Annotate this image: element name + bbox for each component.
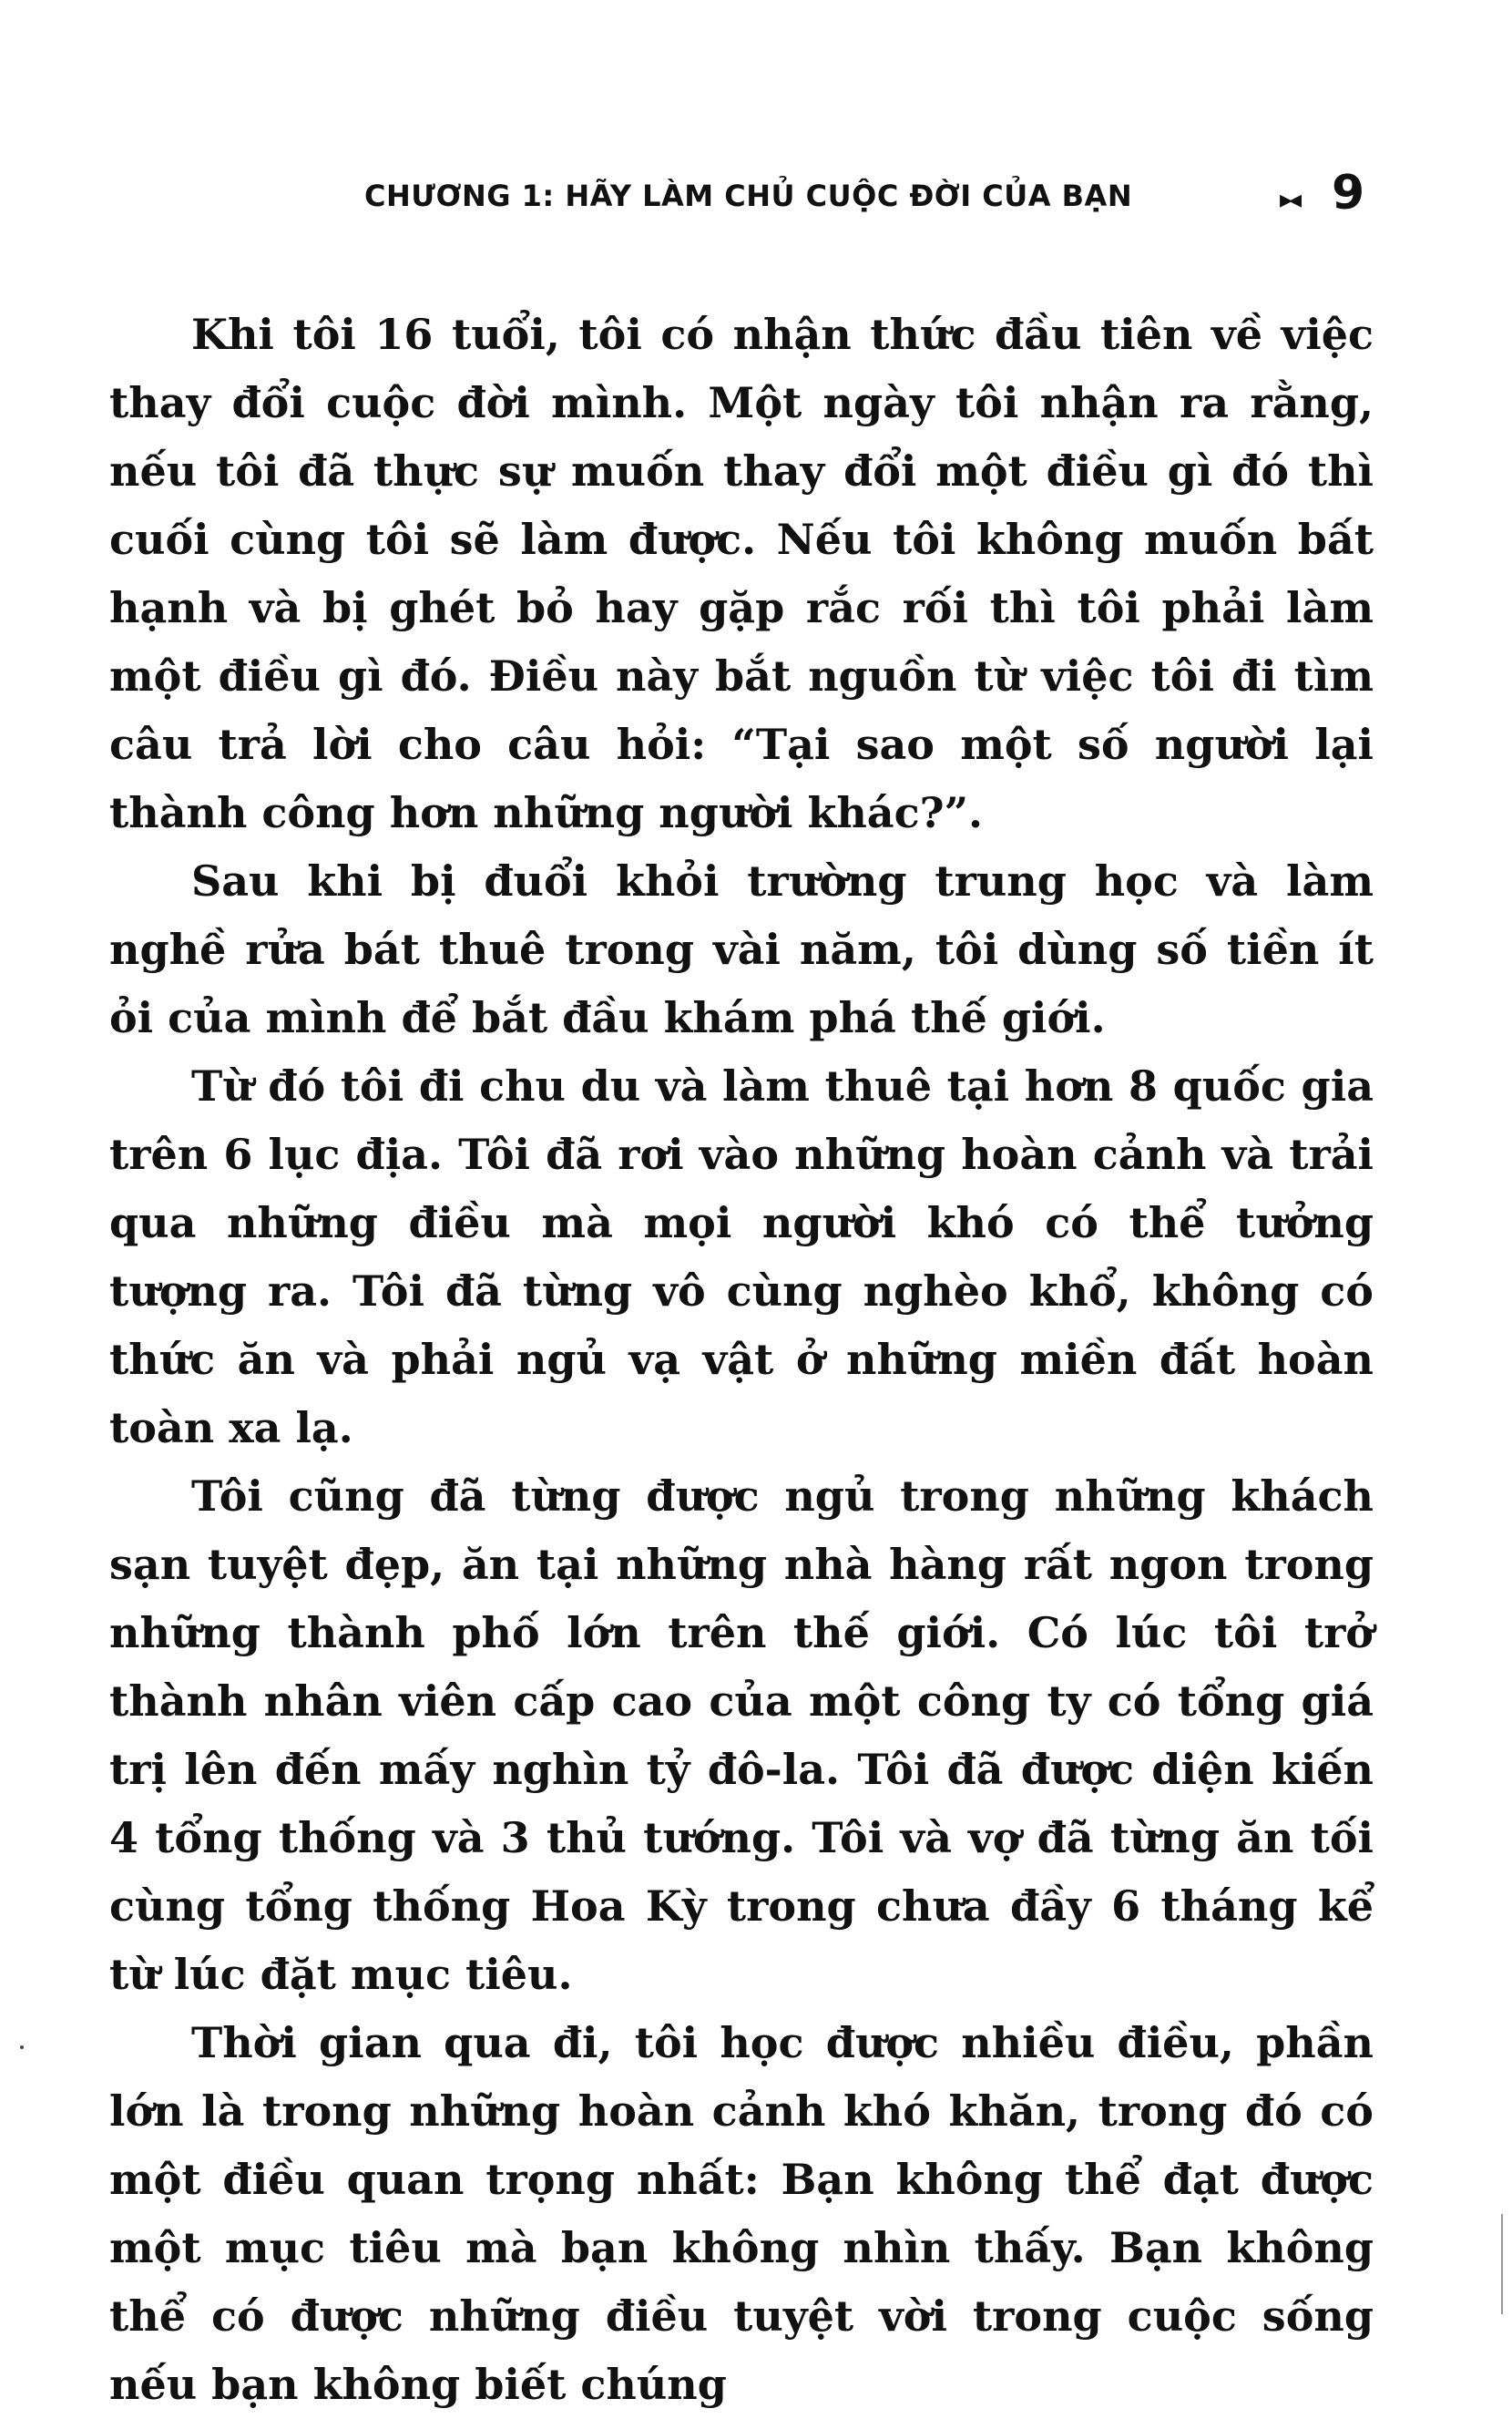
scan-edge-line	[1501, 2214, 1503, 2314]
chapter-title: CHƯƠNG 1: HÃY LÀM CHỦ CUỘC ĐỜI CỦA BẠN	[364, 179, 1133, 213]
paragraph-2: Sau khi bị đuổi khỏi trường trung học và làm nghề rửa bát thuê trong vài năm, tôi dùng số tiền ít ỏi của mình để bắt đầu khám phá thế giới.	[109, 856, 1374, 1042]
page-marker-icon: ▸◂	[1280, 184, 1299, 214]
page-number: 9	[1332, 166, 1365, 220]
paragraph-3: Từ đó tôi đi chu du và làm thuê tại hơn 8 quốc gia trên 6 lục địa. Tôi đã rơi vào những hoàn cảnh và trải qua những điều mà mọi người khó có thể tưởng tượng ra. Tôi đã từng vô cùng nghèo khổ, không có thức ăn và phải ngủ vạ vật ở những miền đất hoàn toàn xa lạ.	[109, 1061, 1374, 1452]
paragraph-4: Tôi cũng đã từng được ngủ trong những khách sạn tuyệt đẹp, ăn tại những nhà hàng rất ngon trong những thành phố lớn trên thế giới. Có lúc tôi trở thành nhân viên cấp cao của một công ty có tổng giá trị lên đến mấy nghìn tỷ đô-la. Tôi đã được diện kiến 4 tổng thống và 3 thủ tướng. Tôi và vợ đã từng ăn tối cùng tổng thống Hoa Kỳ trong chưa đầy 6 tháng kể từ lúc đặt mục tiêu.	[109, 1471, 1374, 1999]
scan-speck	[20, 2045, 24, 2049]
paragraph-1: Khi tôi 16 tuổi, tôi có nhận thức đầu tiên về việc thay đổi cuộc đời mình. Một ngày tôi nhận ra rằng, nếu tôi đã thực sự muốn thay đổi một điều gì đó thì cuối cùng tôi sẽ làm được. Nếu tôi không muốn bất hạnh và bị ghét bỏ hay gặp rắc rối thì tôi phải làm một điều gì đó. Điều này bắt nguồn từ việc tôi đi tìm câu trả lời cho câu hỏi: “Tại sao một số người lại thành công hơn những người khác?”.	[109, 310, 1374, 837]
running-header	[364, 166, 1384, 230]
paragraph-5: Thời gian qua đi, tôi học được nhiều điều, phần lớn là trong những hoàn cảnh khó khăn, trong đó có một điều quan trọng nhất: Bạn không thể đạt được một mục tiêu mà bạn không nhìn thấy. Bạn không thể có được những điều tuyệt vời trong cuộc sống nếu bạn không biết chúng	[109, 2018, 1374, 2409]
body-text	[109, 301, 1374, 2419]
